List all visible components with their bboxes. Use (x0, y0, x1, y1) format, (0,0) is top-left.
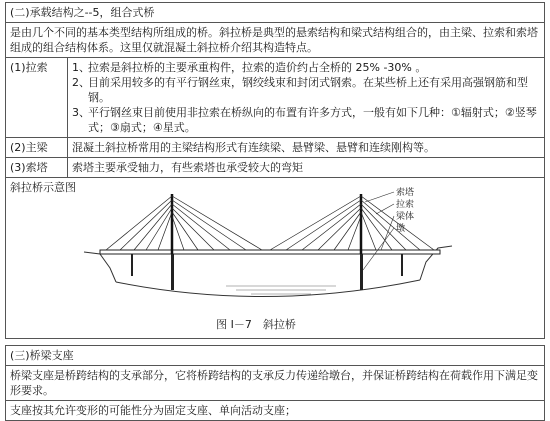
item-text: 目前采用较多的有平行钢丝束，钢绞线束和封闭式钢索。在某些桥上还有采用高强钢筋和型钢。 (88, 76, 528, 104)
intro-text: 是由几个不同的基本类型结构所组成的桥。斜拉桥是典型的悬索结构和梁式结构组合的，由主梁、拉索和索塔组成的组合结构体系。这里仅就混凝土斜拉桥介绍其构造特点。 (6, 23, 545, 58)
list-item (72, 75, 540, 105)
label-tower: 索塔 (396, 188, 415, 198)
cables-content (68, 58, 545, 138)
bearing-types: 支座按其允许变形的可能性分为固定支座、单向活动支座； (6, 401, 545, 421)
annotation-leaders (363, 192, 394, 270)
list-item (72, 105, 540, 135)
row-label-cables: (1)拉索 (6, 58, 68, 138)
label-girder: 梁体 (396, 212, 415, 222)
bridge-deck (100, 250, 440, 254)
item-number: 1、 (72, 61, 90, 74)
water (226, 286, 336, 294)
figure-cell (6, 178, 545, 339)
item-text: 平行钢丝束目前使用非拉索在桥纵向的布置有许多方式，一般有如下几种：①辐射式；②竖琴式；③扇式；④星式。 (88, 106, 537, 134)
figure-caption: 图 Ⅰ－7 斜拉桥 (216, 318, 296, 331)
figure-row-label: 斜拉桥示意图 (10, 181, 76, 194)
towers (172, 194, 361, 254)
label-cable: 拉索 (396, 200, 415, 210)
label-pier: 墩 (396, 224, 406, 234)
tower-content: 索塔主要承受轴力，有些索塔也承受较大的弯矩 (68, 158, 545, 178)
row-label-tower: (3)索塔 (6, 158, 68, 178)
item-number: 2、 (72, 76, 90, 89)
bearing-table (5, 345, 545, 421)
bearing-definition: 桥梁支座是桥跨结构的支承部分，它将桥跨结构的支承反力传递给墩台，并保证桥跨结构在荷载作用下满足变形要求。 (6, 366, 545, 401)
girder-content: 混凝土斜拉桥常用的主梁结构形式有连续梁、悬臂梁、悬臂和连续刚构等。 (68, 138, 545, 158)
row-label-girder: (2)主梁 (6, 138, 68, 158)
item-number: 3、 (72, 106, 90, 119)
piers (131, 254, 403, 290)
item-text: 拉索是斜拉桥的主要承重构件，拉索的造价约占全桥的 25% -30% 。 (88, 61, 427, 74)
stay-cables (106, 196, 434, 250)
list-item (72, 60, 540, 75)
cable-stayed-bridge-diagram (76, 182, 456, 334)
section-header: (三)桥梁支座 (6, 346, 545, 366)
combined-bridge-table (5, 2, 545, 339)
section-header: (二)承载结构之--5，组合式桥 (6, 3, 545, 23)
